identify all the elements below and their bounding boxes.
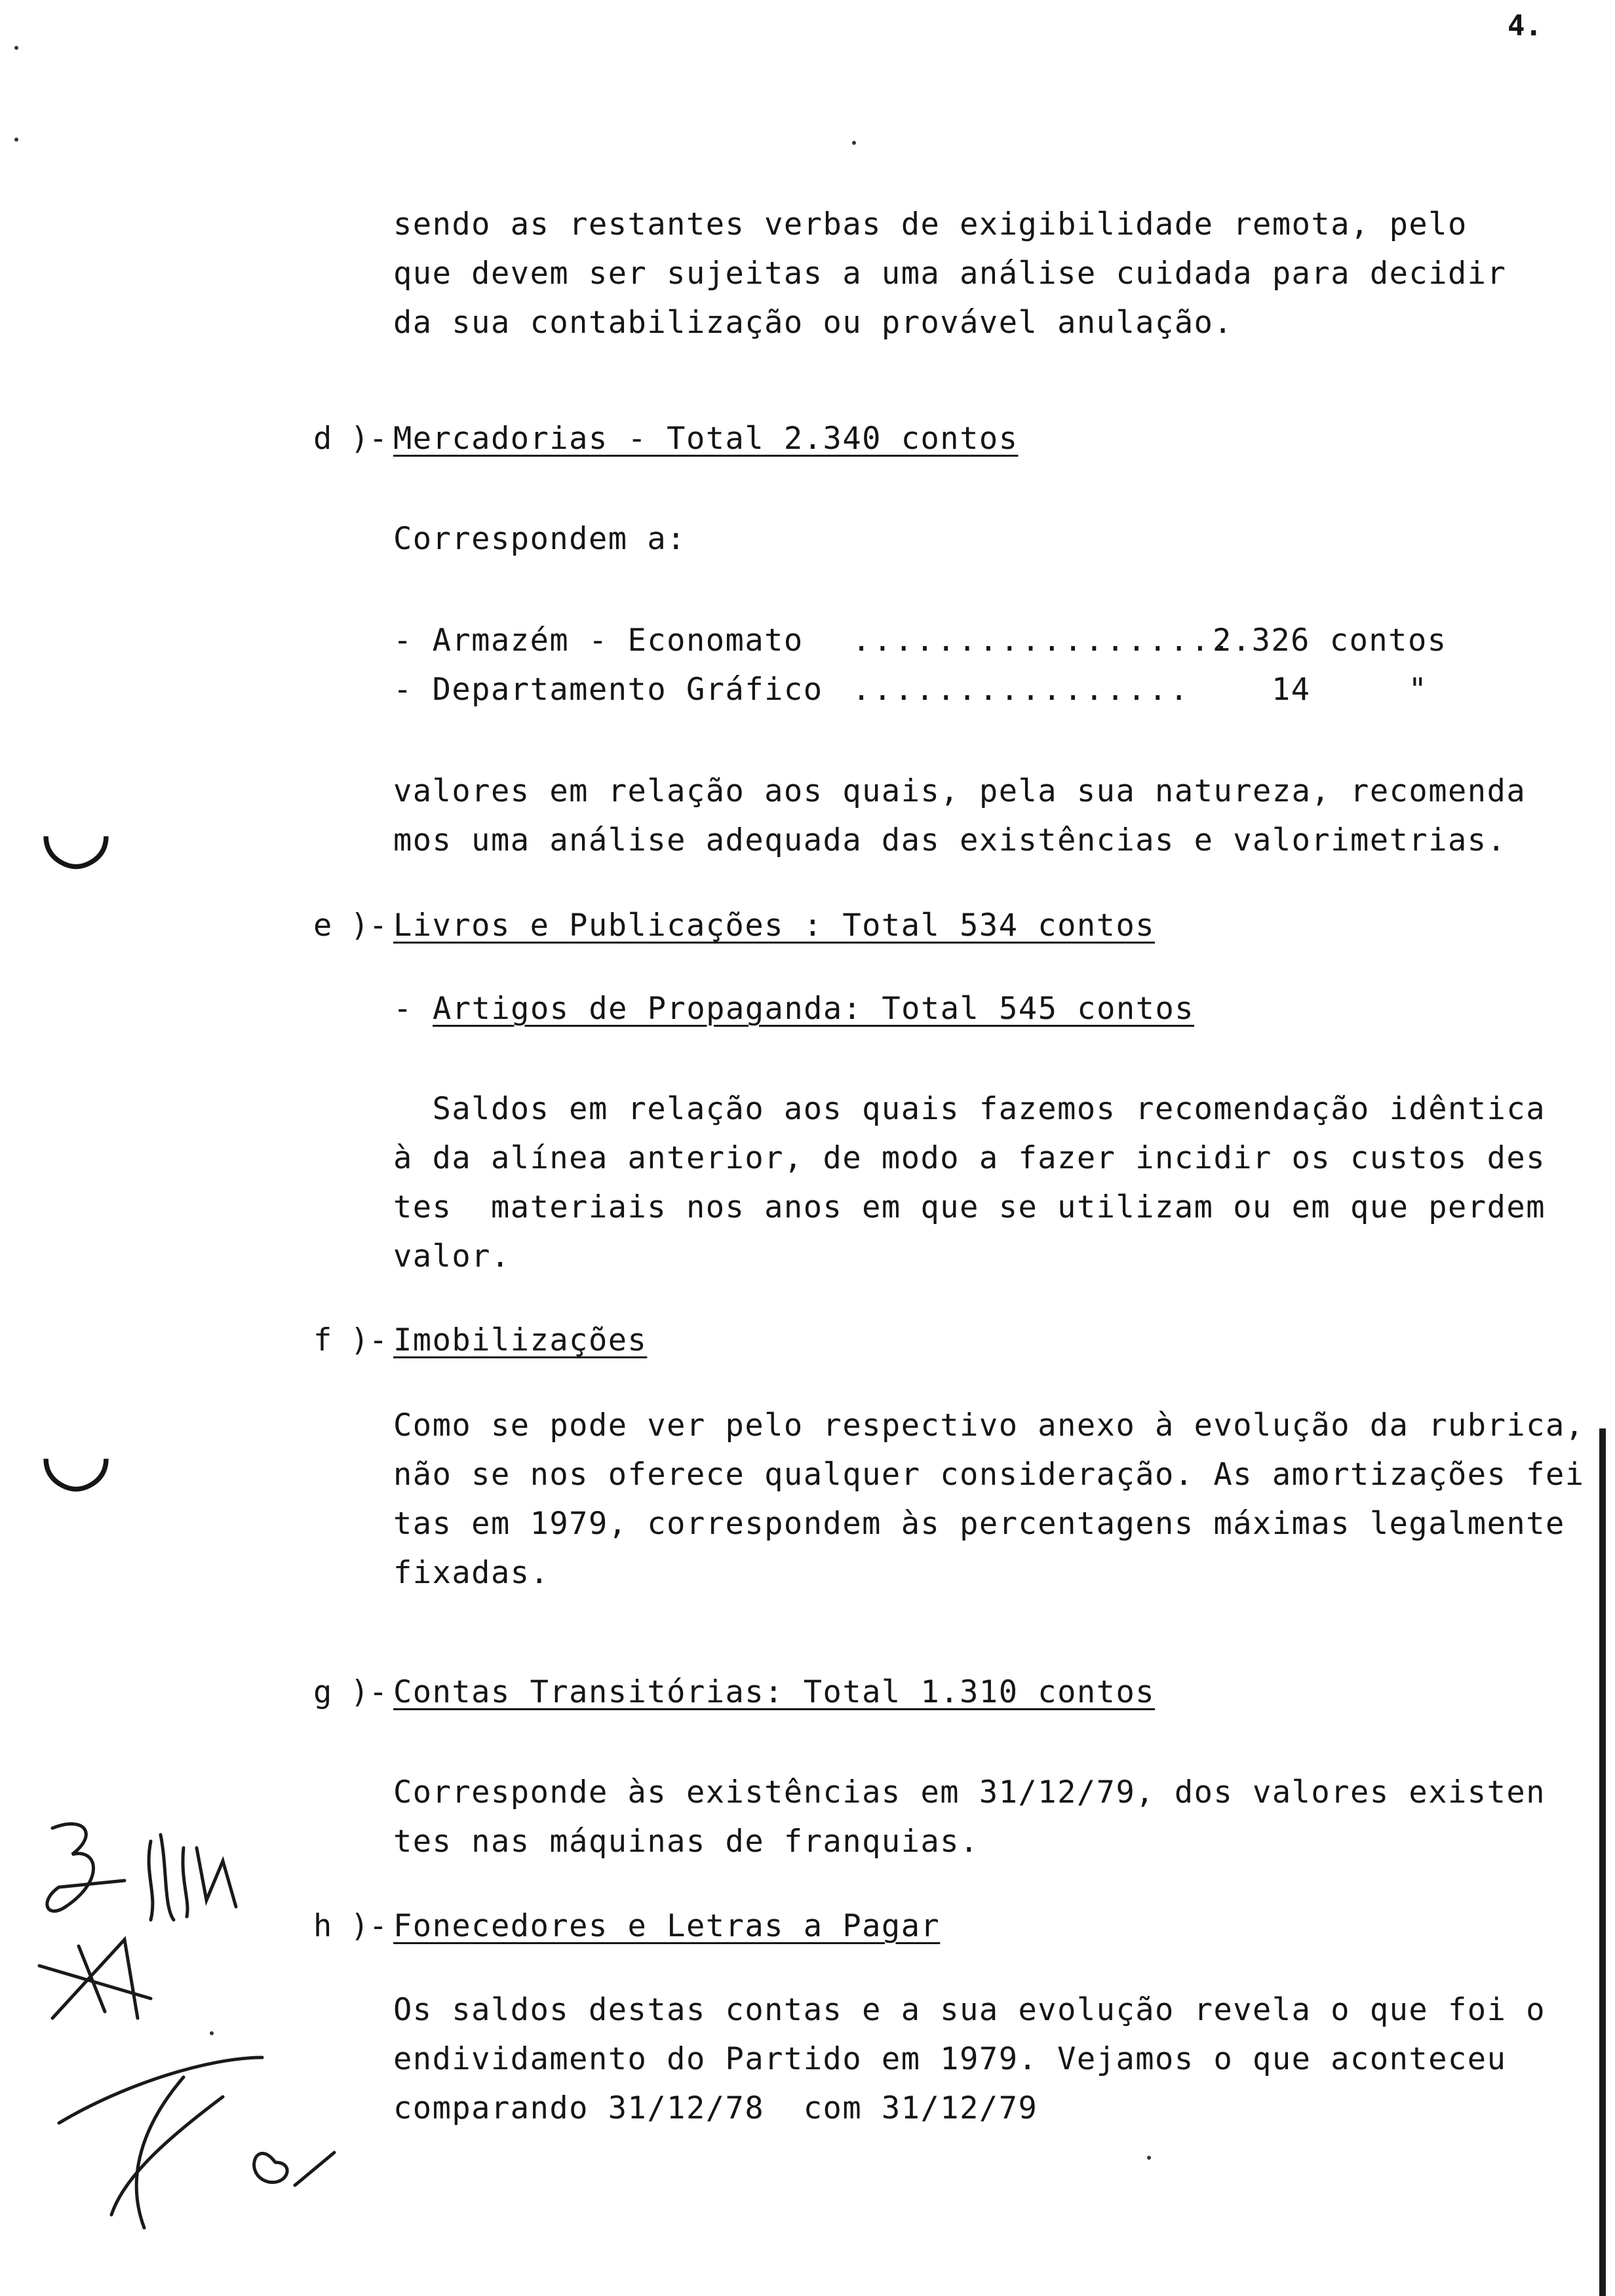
section-g-body-line: Corresponde às existências em 31/12/79, dos valores existen	[393, 1774, 1546, 1810]
section-d-heading: Mercadorias - Total 2.340 contos	[393, 421, 1019, 457]
handwritten-initials	[26, 1808, 393, 2267]
section-f-body-line: não se nos oferece qualquer consideração. As amortizações fei	[393, 1457, 1585, 1493]
section-h-body-line: Os saldos destas contas e a sua evolução revela o que foi o	[393, 1992, 1546, 2028]
intro-line: da sua contabilização ou provável anulação.	[393, 305, 1234, 341]
scan-speck	[852, 141, 856, 145]
section-d-lead: Correspondem a:	[393, 521, 686, 557]
section-e-marker: e )-	[313, 908, 388, 944]
section-g-heading: Contas Transitórias: Total 1.310 contos	[393, 1674, 1156, 1710]
item-label: - Departamento Gráfico	[393, 672, 823, 708]
item-dots: ..................	[852, 622, 1234, 659]
section-d-body-line: mos uma análise adequada das existências e valorimetrias.	[393, 822, 1507, 858]
section-e-body-line: tes materiais nos anos em que se utilizam ou em que perdem	[393, 1189, 1546, 1225]
section-e-heading: Livros e Publicações : Total 534 contos	[393, 908, 1156, 944]
scan-speck	[1147, 2156, 1151, 2160]
section-e-body-line: valor.	[393, 1238, 511, 1274]
section-h-heading: Fonecedores e Letras a Pagar	[393, 1908, 941, 1944]
scan-speck	[14, 46, 18, 50]
item-label: - Armazém - Economato	[393, 622, 804, 659]
punch-hole-mark: ◡	[43, 779, 109, 879]
item-dots: ................	[852, 672, 1191, 708]
section-h-body-line: endividamento do Partido em 1979. Vejamos o que aconteceu	[393, 2041, 1507, 2077]
section-f-body-line: Como se pode ver pelo respectivo anexo à evolução da rubrica,	[393, 1407, 1585, 1444]
section-e-subheading: Artigos de Propaganda: Total 545 contos	[433, 991, 1195, 1027]
section-d-marker: d )-	[313, 421, 388, 457]
section-e-body-line: à da alínea anterior, de modo a fazer incidir os custos des	[393, 1140, 1546, 1176]
section-h-body-line: comparando 31/12/78 com 31/12/79	[393, 2090, 1038, 2126]
section-f-body-line: tas em 1979, correspondem às percentagens máximas legalmente	[393, 1506, 1565, 1542]
section-g-marker: g )-	[313, 1674, 388, 1710]
section-h-marker: h )-	[313, 1908, 388, 1944]
item-value: 2.326 contos	[1213, 622, 1447, 659]
section-f-marker: f )-	[313, 1322, 388, 1358]
section-e-body-line: Saldos em relação aos quais fazemos recomendação idêntica	[393, 1091, 1546, 1127]
intro-line: sendo as restantes verbas de exigibilidade remota, pelo	[393, 206, 1468, 242]
punch-hole-mark: ◡	[43, 1402, 109, 1501]
section-f-body-line: fixadas.	[393, 1555, 550, 1591]
section-d-body-line: valores em relação aos quais, pela sua natureza, recomenda	[393, 773, 1527, 809]
section-g-body-line: tes nas máquinas de franquias.	[393, 1824, 979, 1860]
item-value: 14 "	[1272, 672, 1428, 708]
section-e-sub-dash: -	[393, 991, 433, 1027]
page-number: 4.	[1508, 9, 1542, 43]
scan-speck	[14, 138, 18, 142]
section-f-heading: Imobilizações	[393, 1322, 648, 1358]
scan-edge-line	[1599, 1428, 1606, 2296]
intro-line: que devem ser sujeitas a uma análise cuidada para decidir	[393, 256, 1507, 292]
